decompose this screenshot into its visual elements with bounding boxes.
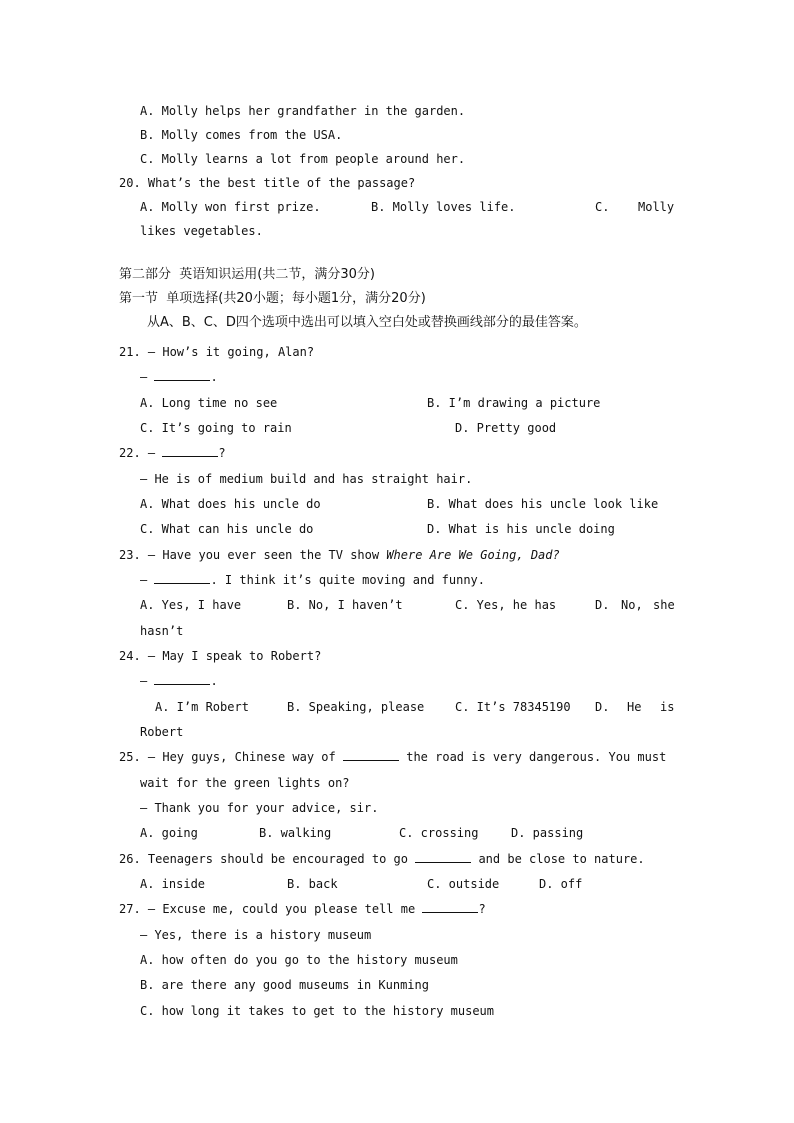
q23-option-d-word2: she (653, 598, 675, 612)
q21-stem: 21. — How’s it going, Alan? (119, 345, 315, 359)
show-title: Where Are We Going, Dad? (386, 548, 560, 562)
q26-option-b: B. back (287, 877, 338, 891)
q24-stem: 24. — May I speak to Robert? (119, 649, 322, 663)
q26-option-d: D. off (539, 877, 583, 891)
q27-option-c: C. how long it takes to get to the history museum (140, 1004, 495, 1018)
answer-blank (154, 673, 210, 685)
q21-option-a: A. Long time no see (140, 396, 278, 410)
question-blank (422, 901, 478, 913)
q20-option-b: B. Molly loves life. (371, 200, 516, 214)
answer-blank (154, 369, 210, 381)
q23-option-d-word: No, (621, 598, 643, 612)
q23-answer-rest: . I think it’s quite moving and funny. (210, 573, 486, 587)
q25-stem (119, 749, 666, 765)
q21-option-c: C. It’s going to rain (140, 421, 292, 435)
q24-option-d-label: D. (595, 700, 610, 714)
q21-answer: — . (140, 370, 218, 384)
q22-stem-prefix: 22. — (119, 446, 156, 460)
q24-option-b: B. Speaking, please (287, 700, 425, 714)
q24-answer: — . (140, 674, 218, 688)
q24-option-d-word2: is (660, 700, 675, 714)
q26-stem-suffix: and be close to nature. (478, 852, 645, 866)
q25-option-b: B. walking (259, 826, 332, 840)
q22-stem: 22. — ? (119, 446, 226, 460)
q23-option-a: A. Yes, I have (140, 598, 242, 612)
q19-option-b: B. Molly comes from the USA. (140, 128, 343, 142)
q20-option-a: A. Molly won first prize. (140, 200, 321, 214)
q20-option-c-rest: likes vegetables. (140, 224, 263, 238)
q27-answer: — Yes, there is a history museum (140, 928, 372, 942)
dash: — (140, 674, 148, 688)
question-blank (162, 445, 218, 457)
q25-option-d: D. passing (511, 826, 584, 840)
q22-option-b: B. What does his uncle look like (427, 497, 659, 511)
q19-option-a: A. Molly helps her grandfather in the garden. (140, 104, 466, 118)
q21-option-b: B. I’m drawing a picture (427, 396, 601, 410)
q25-option-a: A. going (140, 826, 198, 840)
question-blank (343, 749, 399, 761)
q22-option-a: A. What does his uncle do (140, 497, 321, 511)
q22-answer: — He is of medium build and has straight hair. (140, 472, 473, 486)
q27-option-a: A. how often do you go to the history museum (140, 953, 458, 967)
q20-option-c-word: Molly (638, 200, 675, 214)
q23-option-c: C. Yes, he has (455, 598, 557, 612)
q24-option-c: C. It’s 78345190 (455, 700, 571, 714)
section1-title: 第一节 单项选择(共20小题；每小题1分，满分20分) (119, 291, 426, 306)
dash: — (140, 370, 148, 384)
q23-option-b: B. No, I haven’t (287, 598, 403, 612)
q22-option-c: C. What can his uncle do (140, 522, 314, 536)
q27-stem: 27. — Excuse me, could you please tell me ? (119, 902, 486, 916)
q20-stem: 20. What’s the best title of the passage? (119, 176, 416, 190)
q23-option-d-rest: hasn’t (140, 624, 184, 638)
q26-stem-prefix: 26. Teenagers should be encouraged to go (119, 852, 408, 866)
q25-stem-prefix: 25. — Hey guys, Chinese way of (119, 750, 336, 764)
q27-stem-prefix: 27. — Excuse me, could you please tell me (119, 902, 416, 916)
q23-stem-prefix: 23. — Have you ever seen the TV show (119, 548, 380, 562)
dash: — (140, 573, 148, 587)
q25-stem-line2: wait for the green lights on? (140, 776, 350, 790)
instruction: 从A、B、C、D四个选项中选出可以填入空白处或替换画线部分的最佳答案。 (147, 315, 587, 330)
q24-option-d-rest: Robert (140, 725, 184, 739)
q21-option-d: D. Pretty good (455, 421, 557, 435)
q24-option-a: A. I’m Robert (155, 700, 249, 714)
q27-option-b: B. are there any good museums in Kunming (140, 978, 429, 992)
q23-stem (119, 547, 560, 563)
q23-answer (140, 572, 485, 588)
q26-stem (119, 851, 645, 867)
q23-option-d-label: D. (595, 598, 610, 612)
q19-option-c: C. Molly learns a lot from people around her. (140, 152, 466, 166)
q22-option-d: D. What is his uncle doing (427, 522, 615, 536)
q20-option-c-label: C. (595, 200, 610, 214)
part2-title: 第二部分 英语知识运用(共二节，满分30分) (119, 267, 375, 282)
q25-stem-suffix: the road is very dangerous. You must (406, 750, 667, 764)
q24-option-d-word: He (627, 700, 642, 714)
q26-option-c: C. outside (427, 877, 500, 891)
q26-option-a: A. inside (140, 877, 206, 891)
q25-option-c: C. crossing (399, 826, 479, 840)
question-blank (415, 851, 471, 863)
answer-blank (154, 572, 210, 584)
q25-answer: — Thank you for your advice, sir. (140, 801, 379, 815)
